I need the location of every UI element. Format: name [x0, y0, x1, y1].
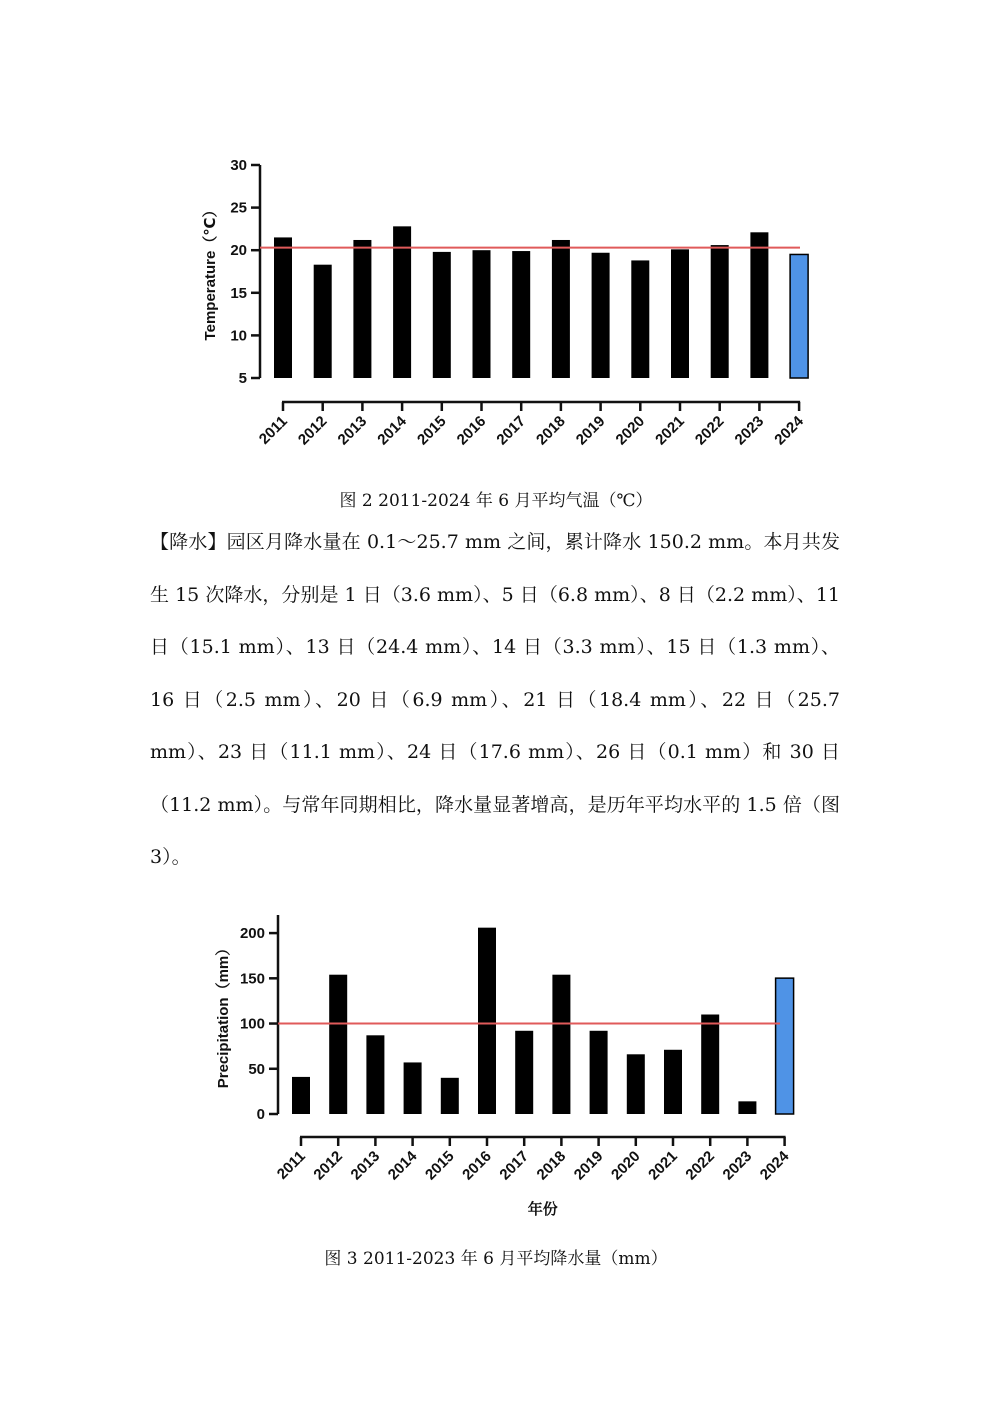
prec-bar-2019	[590, 1031, 608, 1114]
prec-x-tick-label-2012: 2012	[310, 1147, 347, 1184]
prec-bar-2022	[701, 1015, 719, 1115]
temp-bar-2014	[393, 226, 411, 378]
prec-bar-2024	[776, 978, 794, 1114]
temp-bar-2021	[671, 249, 689, 378]
prec-x-tick-label-2011: 2011	[273, 1147, 309, 1183]
temp-bar-2018	[552, 240, 570, 378]
temp-bar-2016	[473, 250, 491, 378]
prec-bar-2017	[515, 1031, 533, 1114]
prec-bar-2018	[552, 975, 570, 1114]
prec-y-tick-label: 0	[256, 1106, 265, 1123]
temp-x-tick-label-2024: 2024	[771, 412, 807, 449]
prec-bar-2011	[292, 1077, 310, 1114]
prec-x-tick-label-2018: 2018	[533, 1147, 570, 1184]
prec-x-tick-label-2019: 2019	[570, 1147, 607, 1184]
temp-bar-2023	[750, 232, 768, 378]
prec-bar-2020	[627, 1054, 645, 1114]
temp-x-tick-label-2016: 2016	[453, 412, 490, 449]
temp-bar-2020	[631, 260, 649, 378]
temp-x-tick-label-2012: 2012	[294, 412, 331, 449]
temp-y-tick-label: 5	[238, 370, 247, 387]
temp-bar-2012	[314, 265, 332, 378]
temp-x-tick-label-2011: 2011	[255, 412, 291, 448]
prec-y-tick-label: 100	[239, 1015, 265, 1033]
prec-x-tick-label-2016: 2016	[459, 1147, 495, 1184]
temp-x-tick-label-2019: 2019	[572, 412, 609, 449]
temp-y-tick-label: 30	[230, 157, 247, 174]
prec-x-tick-label-2015: 2015	[422, 1147, 458, 1184]
temp-bar-2015	[433, 252, 451, 378]
prec-x-tick-label-2023: 2023	[719, 1147, 756, 1184]
temp-x-tick-label-2017: 2017	[493, 412, 530, 449]
prec-x-tick-label-2014: 2014	[384, 1147, 421, 1184]
temp-bar-2017	[512, 251, 530, 378]
temp-bar-2013	[353, 240, 371, 378]
temp-y-tick-label: 15	[230, 284, 247, 302]
temp-bar-2019	[592, 253, 610, 378]
temp-x-tick-label-2015: 2015	[414, 412, 450, 449]
precipitation-chart	[0, 895, 992, 1235]
prec-bar-2014	[404, 1062, 422, 1114]
temp-x-tick-label-2023: 2023	[731, 412, 768, 449]
temp-x-tick-label-2013: 2013	[334, 412, 371, 449]
temp-bar-2011	[274, 237, 292, 378]
temp-x-tick-label-2022: 2022	[691, 412, 728, 449]
temp-bar-2022	[711, 245, 729, 378]
temp-y-tick-label: 20	[230, 242, 247, 260]
temp-x-tick-label-2018: 2018	[533, 412, 569, 449]
prec-y-tick-label: 200	[239, 925, 265, 943]
prec-x-tick-label-2024: 2024	[756, 1147, 793, 1184]
prec-x-tick-label-2021: 2021	[645, 1147, 681, 1184]
prec-x-tick-label-2020: 2020	[608, 1147, 644, 1184]
precipitation-paragraph-text: 【降水】园区月降水量在 0.1～25.7 mm 之间，累计降水 150.2 mm。本月共发生 15 次降水，分别是 1 日（3.6 mm）、5 日（6.8 mm）、8 日（2.2 mm）、11 日（15.1 mm）、13 日（24.4 mm）、14 日（3.3 mm）、15 日（1.3 mm）、16 日（2.5 mm）、20 日（6.9 mm）、21 日（18.4 mm）、22 日（25.7 mm）、23 日（11.1 mm）、24 日（17.6 mm）、26 日（0.1 mm）和 30 日（11.2 mm）。与常年同期相比，降水量显著增高，是历年平均水平的 1.5 倍（图 3）。	[150, 531, 840, 868]
prec-y-axis-title: Precipitation（mm）	[215, 940, 232, 1089]
prec-x-tick-label-2022: 2022	[682, 1147, 719, 1184]
prec-x-tick-label-2013: 2013	[347, 1147, 384, 1184]
prec-y-tick-label: 50	[248, 1060, 265, 1078]
precipitation-paragraph	[150, 516, 840, 884]
temp-x-tick-label-2020: 2020	[612, 412, 649, 449]
prec-bar-2023	[738, 1101, 756, 1114]
temp-bar-2024	[790, 254, 808, 378]
prec-bar-2012	[329, 975, 347, 1114]
temperature-chart	[0, 140, 992, 480]
prec-bar-2015	[441, 1078, 459, 1114]
prec-bar-2013	[366, 1035, 384, 1114]
prec-bar-2016	[478, 928, 496, 1114]
temperature-chart-svg	[0, 140, 992, 480]
temp-y-tick-label: 25	[230, 199, 247, 217]
temp-y-axis-title: Temperature（℃）	[202, 202, 219, 341]
temp-x-tick-label-2014: 2014	[374, 412, 410, 449]
temp-y-tick-label: 10	[230, 327, 247, 345]
figure-3-caption: 图 3 2011-2023 年 6 月平均降水量（mm）	[324, 1249, 668, 1269]
prec-x-axis-title: 年份	[527, 1201, 558, 1218]
prec-y-tick-label: 150	[239, 970, 265, 988]
temp-x-tick-label-2021: 2021	[652, 412, 688, 449]
figure-2-caption: 图 2 2011-2024 年 6 月平均气温（℃）	[339, 491, 653, 511]
prec-bar-2021	[664, 1050, 682, 1114]
precipitation-chart-svg	[0, 895, 992, 1235]
prec-x-tick-label-2017: 2017	[496, 1147, 533, 1184]
